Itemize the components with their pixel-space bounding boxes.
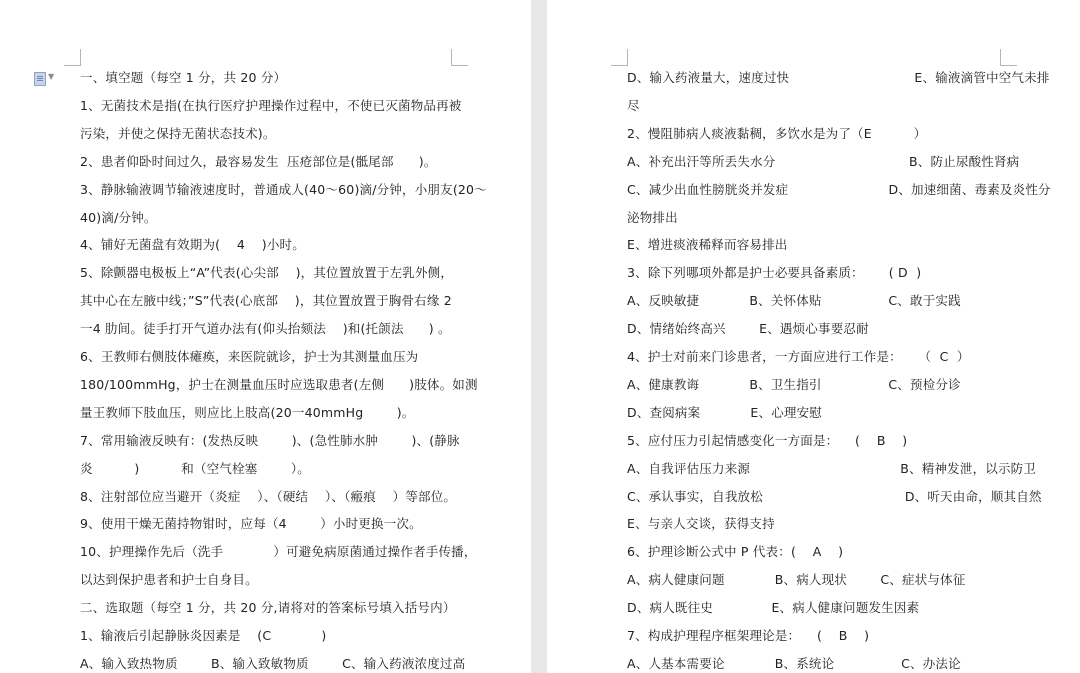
text-line: 6、护理诊断公式中 P 代表：( A ): [627, 544, 844, 560]
text-line: 污染，并使之保持无菌状态技术)。: [80, 125, 276, 141]
text-line: 8、注射部位应当避开（炎症 ）、（硬结 ）、（瘢痕 ）等部位。: [80, 488, 457, 504]
text-line: 5、除颤器电极板上“A”代表(心尖部 )，其位置放置于左乳外侧，: [80, 265, 454, 281]
text-line: 一、填空题（每空 1 分，共 20 分）: [80, 70, 287, 85]
text-line: A、补充出汗等所丢失水分 B、防止尿酸性肾病: [627, 153, 1020, 169]
text-line: 3、除下列哪项外都是护士必要具备素质： ( D ): [627, 265, 922, 281]
text-line: 泌物排出: [627, 209, 678, 225]
crop-mark-top-left: [611, 49, 628, 66]
text-line: 炎 ) 和（空气栓塞 ）。: [80, 460, 310, 476]
text-line: 量王教师下肢血压，则应比上肢高(20一40mmHg )。: [80, 404, 415, 420]
text-line: 5、应付压力引起情感变化一方面是： ( B ): [627, 432, 908, 448]
text-line: A、输入致热物质 B、输入致敏物质 C、输入药液浓度过高: [80, 655, 466, 671]
page-gutter: [531, 0, 547, 673]
text-line: 10、护理操作先后（洗手 ）可避免病原菌通过操作者手传播，: [80, 544, 477, 560]
text-line: 7、常用输液反映有：(发热反映 )、(急性肺水肿 )、(静脉: [80, 432, 460, 448]
text-line: C、减少出血性膀胱炎并发症 D、加速细菌、毒素及炎性分: [627, 181, 1051, 197]
document-page-left: [0, 0, 531, 673]
text-line: D、病人既往史 E、病人健康问题发生因素: [627, 600, 920, 616]
text-line: 180/100mmHg，护士在测量血压时应选取患者(左侧 )肢体。如测: [80, 376, 478, 392]
document-page-right: [547, 0, 1080, 673]
text-line: 6、王教师右侧肢体瘫痪，来医院就诊，护士为其测量血压为: [80, 349, 419, 364]
text-line: 4、铺好无菌盘有效期为( 4 )小时。: [80, 237, 305, 253]
text-line: A、自我评估压力来源 B、精神发泄，以示防卫: [627, 460, 1037, 476]
text-line: 以达到保护患者和护士自身目。: [80, 572, 258, 588]
text-line: 尽: [627, 97, 640, 113]
text-line: A、反映敏捷 B、关怀体贴 C、敢于实践: [627, 293, 961, 309]
crop-mark-top-left: [64, 49, 81, 66]
text-line: A、人基本需要论 B、系统论 C、办法论: [627, 655, 961, 671]
text-line: E、与亲人交谈，获得支持: [627, 516, 775, 532]
text-line: 9、使用干燥无菌持物钳时，应每（4 ）小时更换一次。: [80, 516, 422, 532]
text-line: 1、无菌技术是指(在执行医疗护理操作过程中，不使已灭菌物品再被: [80, 97, 462, 113]
text-line: E、增进痰液稀释而容易排出: [627, 237, 788, 253]
text-line: D、输入药液量大，速度过快 E、输液滴管中空气未排: [627, 70, 1050, 85]
text-line: D、情绪始终高兴 E、遇烦心事要忍耐: [627, 321, 869, 337]
chevron-down-icon[interactable]: ▼: [48, 72, 55, 81]
text-line: 二、选取题（每空 1 分，共 20 分,请将对的答案标号填入括号内）: [80, 600, 456, 616]
document-options-icon[interactable]: [34, 72, 46, 86]
text-line: 1、输液后引起静脉炎因素是 (C ): [80, 628, 327, 643]
text-line: 2、慢阻肺病人痰液黏稠，多饮水是为了（E ）: [627, 125, 927, 141]
text-line: 7、构成护理程序框架理论是： ( B ): [627, 628, 870, 643]
text-line: D、查阅病案 E、心理安慰: [627, 404, 823, 420]
text-line: A、健康教诲 B、卫生指引 C、预检分诊: [627, 376, 961, 392]
text-line: 一4 肋间。徒手打开气道办法有(仰头抬颏法 )和(托颌法 ) 。: [80, 321, 451, 337]
text-line: 其中心在左腋中线；”S”代表(心底部 )，其位置放置于胸骨右缘 2: [80, 293, 452, 309]
text-line: C、承认事实，自我放松 D、听天由命，顺其自然: [627, 488, 1042, 504]
text-line: 4、护士对前来门诊患者，一方面应进行工作是： （ C ）: [627, 349, 970, 364]
crop-mark-top-right: [1000, 49, 1017, 66]
text-line: 40)滴/分钟。: [80, 209, 157, 225]
crop-mark-top-right: [451, 49, 468, 66]
text-line: 2、患者仰卧时间过久，最容易发生 压疮部位是(骶尾部 )。: [80, 153, 437, 169]
text-line: A、病人健康问题 B、病人现状 C、症状与体征: [627, 572, 966, 588]
text-line: 3、静脉输液调节输液速度时，普通成人(40～60)滴/分钟，小朋友(20～: [80, 181, 487, 197]
